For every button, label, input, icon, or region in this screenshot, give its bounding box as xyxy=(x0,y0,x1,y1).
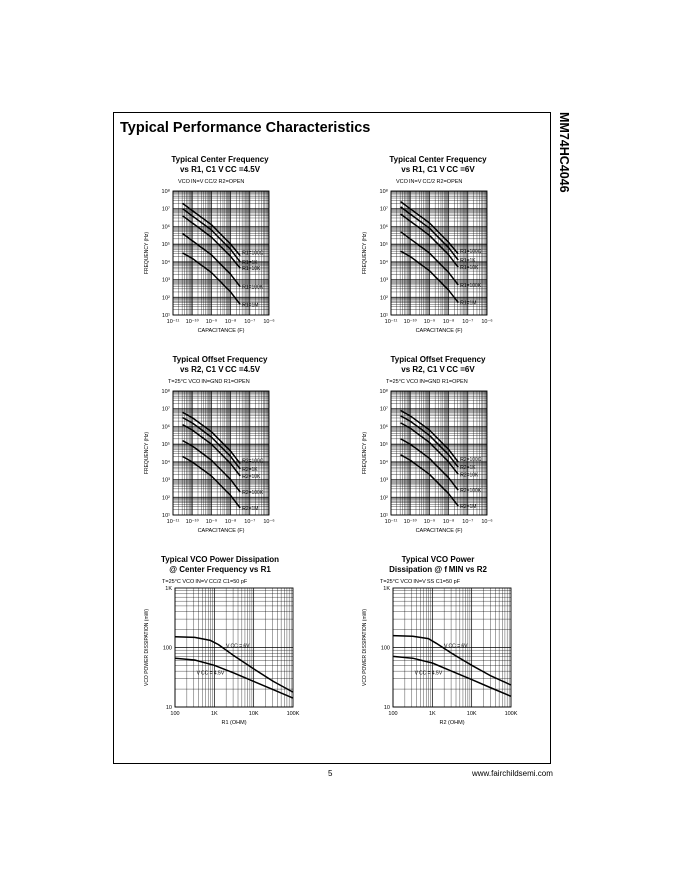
series-label: R2=100Ω xyxy=(242,458,264,465)
series-label: R2=100Ω xyxy=(460,456,482,463)
y-tick-label: 10⁶ xyxy=(379,224,388,231)
series-label: V CC = 6V xyxy=(226,643,250,650)
series-label: R2=10K xyxy=(460,472,479,479)
x-tick-label: 100 xyxy=(388,711,398,717)
x-tick-label: 1K xyxy=(210,711,218,717)
y-tick-label: 10² xyxy=(380,295,388,302)
x-tick-label: 10⁻⁷ xyxy=(244,319,256,325)
chart-title: Typical Offset Frequency xyxy=(390,355,486,364)
x-tick-label: 10⁻⁶ xyxy=(481,519,493,525)
series-label: R1=100Ω xyxy=(460,248,482,255)
y-tick-label: 10⁸ xyxy=(161,389,170,395)
series-label: R1=100K xyxy=(242,284,264,291)
y-axis-label: FREQUENCY (Hz) xyxy=(144,231,150,275)
y-tick-label: 10⁷ xyxy=(161,206,170,213)
series-label: R2=1K xyxy=(460,465,476,472)
y-axis-label: FREQUENCY (Hz) xyxy=(362,231,368,275)
series-label: V CC = 6V xyxy=(444,643,468,650)
y-tick-label: 10 xyxy=(165,705,172,711)
y-axis-label: VCO POWER DISSIPATION (mW) xyxy=(362,608,368,687)
y-tick-label: 100 xyxy=(162,645,172,652)
y-tick-label: 10⁶ xyxy=(379,424,388,431)
chart-svg xyxy=(120,587,320,745)
series-label: R1=1M xyxy=(460,300,477,307)
x-tick-label: 10⁻⁸ xyxy=(442,319,455,325)
x-tick-label: 10⁻⁸ xyxy=(442,519,455,525)
x-tick-label: 10⁻⁹ xyxy=(423,319,436,325)
x-axis-label: CAPACITANCE (F) xyxy=(197,328,245,334)
chart-panel xyxy=(338,555,538,745)
x-tick-label: 100K xyxy=(504,711,518,717)
y-tick-label: 10¹ xyxy=(380,313,388,319)
x-tick-label: 10⁻⁷ xyxy=(462,519,474,525)
page-number: 5 xyxy=(328,769,333,778)
series-label: R1=10K xyxy=(460,265,479,272)
x-tick-label: 10⁻¹⁰ xyxy=(403,319,417,325)
series-label: V CC = 4.5V xyxy=(414,670,443,677)
chart-svg xyxy=(338,587,538,745)
side-title-text: MM74HC4046 xyxy=(557,112,571,193)
x-axis-label: CAPACITANCE (F) xyxy=(415,328,463,334)
chart-subtitle: vs R2, C1 V CC =6V xyxy=(401,365,475,374)
x-tick-label: 10⁻⁷ xyxy=(462,319,474,325)
side-title xyxy=(553,112,575,262)
y-tick-label: 10⁵ xyxy=(379,242,388,249)
x-tick-label: 10⁻⁶ xyxy=(481,319,493,325)
y-tick-label: 100 xyxy=(380,645,390,652)
series-line xyxy=(175,658,293,698)
series-label: R1=100Ω xyxy=(242,250,264,257)
y-axis-label: FREQUENCY (Hz) xyxy=(144,431,150,475)
series-label: R2=1M xyxy=(460,504,477,511)
x-axis-label: CAPACITANCE (F) xyxy=(415,528,463,534)
chart-condition: VCO IN=V CC/2 R2=OPEN xyxy=(178,179,245,185)
x-tick-label: 10⁻⁸ xyxy=(224,519,237,525)
y-tick-label: 10¹ xyxy=(380,513,388,519)
y-tick-label: 10¹ xyxy=(162,313,170,319)
x-tick-label: 10⁻⁹ xyxy=(423,519,436,525)
x-tick-label: 10⁻⁸ xyxy=(224,319,237,325)
y-tick-label: 10⁴ xyxy=(161,459,170,466)
y-tick-label: 10⁸ xyxy=(379,389,388,395)
y-tick-label: 10⁸ xyxy=(161,189,170,195)
chart-subtitle: vs R1, C1 V CC =6V xyxy=(401,165,475,174)
series-label: R2=1K xyxy=(242,466,258,473)
series-label: R2=100K xyxy=(242,489,264,496)
y-tick-label: 10⁷ xyxy=(161,406,170,413)
series-label: R1=1K xyxy=(460,258,476,265)
y-tick-label: 1K xyxy=(383,586,390,592)
y-tick-label: 10 xyxy=(383,705,390,711)
series-label: R2=10K xyxy=(242,474,261,481)
y-tick-label: 10³ xyxy=(380,477,388,484)
chart-panel xyxy=(120,555,320,745)
chart-condition: T=25°C VCO IN=V CC/2 C1=50 pF xyxy=(162,579,248,585)
y-tick-label: 10¹ xyxy=(162,513,170,519)
y-axis-label: VCO POWER DISSIPATION (mW) xyxy=(144,608,150,687)
chart-condition: T=25°C VCO IN=GND R1=OPEN xyxy=(386,379,468,385)
y-tick-label: 10⁵ xyxy=(379,442,388,449)
y-tick-label: 10⁵ xyxy=(161,242,170,249)
chart-svg xyxy=(120,187,320,345)
x-tick-label: 100 xyxy=(170,711,180,717)
chart-svg xyxy=(338,387,538,545)
y-tick-label: 10⁷ xyxy=(379,406,388,413)
y-tick-label: 10⁶ xyxy=(161,424,170,431)
chart-panel xyxy=(338,355,538,545)
x-tick-label: 10⁻¹⁰ xyxy=(185,519,199,525)
series-label: R2=100K xyxy=(460,488,482,495)
y-tick-label: 10² xyxy=(162,495,170,502)
y-tick-label: 10⁸ xyxy=(379,189,388,195)
chart-title: Typical VCO Power Dissipation xyxy=(160,555,280,564)
x-tick-label: 10⁻⁹ xyxy=(205,319,218,325)
page-heading: Typical Performance Characteristics xyxy=(120,120,371,136)
chart-title: Typical Center Frequency xyxy=(171,155,269,164)
chart-panel xyxy=(120,355,320,545)
x-axis-label: CAPACITANCE (F) xyxy=(197,528,245,534)
y-axis-label: FREQUENCY (Hz) xyxy=(362,431,368,475)
y-tick-label: 10³ xyxy=(162,277,170,284)
x-axis-label: R1 (OHM) xyxy=(221,720,247,726)
y-tick-label: 10⁷ xyxy=(379,206,388,213)
series-label: R1=100K xyxy=(460,282,482,289)
x-tick-label: 10⁻¹⁰ xyxy=(403,519,417,525)
x-axis-label: R2 (OHM) xyxy=(439,720,465,726)
chart-subtitle: @ Center Frequency vs R1 xyxy=(169,565,271,574)
series-label: R2=1M xyxy=(242,505,259,512)
x-tick-label: 10⁻¹¹ xyxy=(166,519,180,525)
x-tick-label: 10⁻¹¹ xyxy=(384,519,398,525)
y-tick-label: 10² xyxy=(162,295,170,302)
footer-url[interactable]: www.fairchildsemi.com xyxy=(472,769,553,778)
x-tick-label: 10⁻¹⁰ xyxy=(185,319,199,325)
y-tick-label: 10⁴ xyxy=(161,259,170,266)
chart-condition: T=25°C VCO IN=V SS C1=50 pF xyxy=(380,579,461,585)
chart-subtitle: vs R2, C1 V CC =4.5V xyxy=(179,365,261,374)
chart-subtitle: vs R1, C1 V CC =4.5V xyxy=(179,165,261,174)
y-tick-label: 10⁴ xyxy=(379,459,388,466)
y-tick-label: 10³ xyxy=(380,277,388,284)
chart-svg xyxy=(120,387,320,545)
x-tick-label: 100K xyxy=(286,711,300,717)
chart-condition: VCO IN=V CC/2 R2=OPEN xyxy=(396,179,463,185)
x-tick-label: 10K xyxy=(248,711,259,717)
x-tick-label: 10⁻⁹ xyxy=(205,519,218,525)
y-tick-label: 10⁴ xyxy=(379,259,388,266)
chart-subtitle: Dissipation @ f MIN vs R2 xyxy=(389,565,487,574)
y-tick-label: 10³ xyxy=(162,477,170,484)
y-tick-label: 10² xyxy=(380,495,388,502)
x-tick-label: 10⁻¹¹ xyxy=(166,319,180,325)
series-label: R1=10K xyxy=(242,266,261,273)
x-tick-label: 1K xyxy=(428,711,436,717)
y-tick-label: 1K xyxy=(165,586,172,592)
x-tick-label: 10⁻⁶ xyxy=(263,319,275,325)
x-tick-label: 10⁻⁶ xyxy=(263,519,275,525)
series-label: R1=1K xyxy=(242,259,258,266)
series-label: V CC = 4.5V xyxy=(196,670,225,677)
chart-svg xyxy=(338,187,538,345)
x-tick-label: 10⁻¹¹ xyxy=(384,319,398,325)
chart-condition: T=25°C VCO IN=GND R1=OPEN xyxy=(168,379,250,385)
y-tick-label: 10⁵ xyxy=(161,442,170,449)
chart-title: Typical VCO Power xyxy=(401,555,475,564)
chart-title: Typical Offset Frequency xyxy=(172,355,268,364)
x-tick-label: 10⁻⁷ xyxy=(244,519,256,525)
series-label: R1=1M xyxy=(242,302,259,309)
x-tick-label: 10K xyxy=(466,711,477,717)
y-tick-label: 10⁶ xyxy=(161,224,170,231)
chart-panel xyxy=(120,155,320,345)
chart-panel xyxy=(338,155,538,345)
chart-title: Typical Center Frequency xyxy=(389,155,487,164)
